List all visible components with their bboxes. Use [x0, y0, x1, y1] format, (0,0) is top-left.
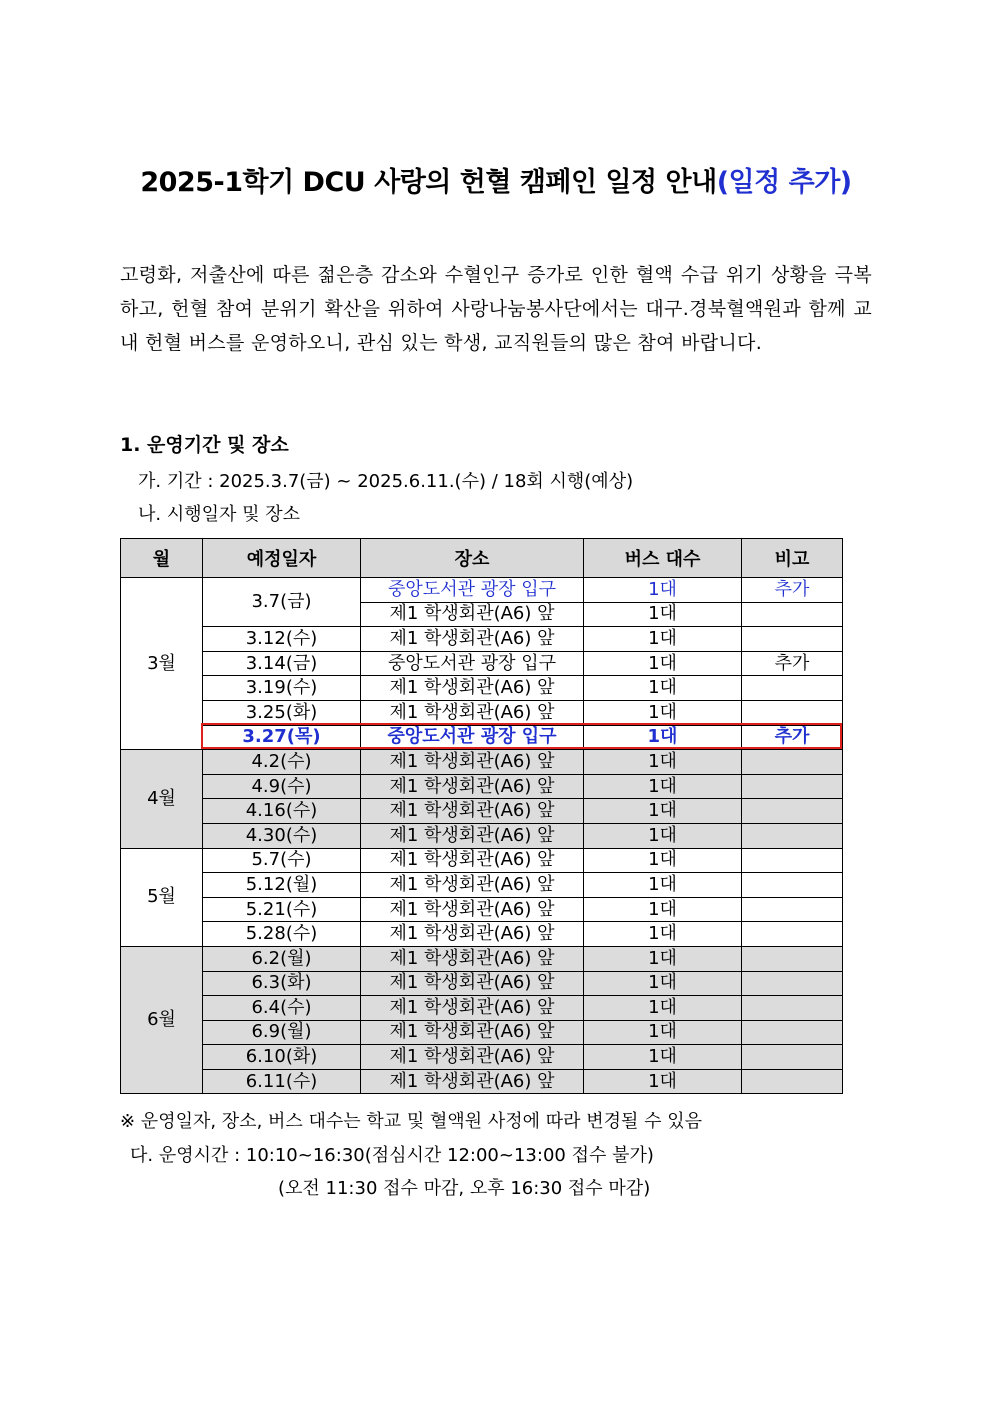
note-cell: 추가	[742, 578, 843, 603]
bus-cell: 1대	[584, 1045, 742, 1070]
table-row	[121, 676, 843, 701]
place-cell: 제1 학생회관(A6) 앞	[361, 799, 584, 824]
place-cell: 제1 학생회관(A6) 앞	[361, 1045, 584, 1070]
title-main: 2025-1학기 DCU 사랑의 헌혈 캠페인 일정 안내	[140, 167, 717, 198]
place-cell: 제1 학생회관(A6) 앞	[361, 897, 584, 922]
header-month: 월	[121, 539, 203, 578]
table-row	[121, 627, 843, 652]
place-cell: 중앙도서관 광장 입구	[361, 651, 584, 676]
place-cell: 제1 학생회관(A6) 앞	[361, 602, 584, 627]
operating-hours-deadline: (오전 11:30 접수 마감, 오후 16:30 접수 마감)	[278, 1178, 651, 1199]
table-row	[121, 971, 843, 996]
date-cell: 3.19(수)	[203, 676, 361, 701]
date-cell: 4.30(수)	[203, 823, 361, 848]
header-date: 예정일자	[203, 539, 361, 578]
bus-cell: 1대	[584, 774, 742, 799]
place-cell: 제1 학생회관(A6) 앞	[361, 971, 584, 996]
bus-cell: 1대	[584, 725, 742, 750]
note-cell	[742, 774, 843, 799]
table-row	[121, 1045, 843, 1070]
table-header-row	[121, 539, 843, 578]
bus-cell: 1대	[584, 676, 742, 701]
note-cell	[742, 1045, 843, 1070]
schedule-label: 나. 시행일자 및 장소	[138, 504, 300, 525]
note-cell	[742, 1020, 843, 1045]
table-row	[121, 823, 843, 848]
header-bus: 버스 대수	[584, 539, 742, 578]
date-cell: 3.25(화)	[203, 700, 361, 725]
place-cell: 중앙도서관 광장 입구	[361, 578, 584, 603]
table-row	[121, 700, 843, 725]
month-cell: 3월	[121, 578, 203, 750]
date-cell: 3.7(금)	[203, 578, 361, 627]
note-cell: 추가	[742, 725, 843, 750]
table-row	[121, 848, 843, 873]
date-cell: 3.27(목)	[203, 725, 361, 750]
note-cell	[742, 946, 843, 971]
bus-cell: 1대	[584, 996, 742, 1021]
table-row	[121, 799, 843, 824]
table-row	[121, 578, 843, 603]
note-cell	[742, 897, 843, 922]
date-cell: 6.2(월)	[203, 946, 361, 971]
header-place: 장소	[361, 539, 584, 578]
table-row	[121, 1020, 843, 1045]
note-cell	[742, 922, 843, 947]
note-cell	[742, 971, 843, 996]
place-cell: 제1 학생회관(A6) 앞	[361, 922, 584, 947]
bus-cell: 1대	[584, 1020, 742, 1045]
note-cell	[742, 602, 843, 627]
note-cell	[742, 873, 843, 898]
table-row	[121, 651, 843, 676]
month-cell: 4월	[121, 750, 203, 848]
table-row	[121, 946, 843, 971]
date-cell: 6.3(화)	[203, 971, 361, 996]
date-cell: 5.7(수)	[203, 848, 361, 873]
table-row	[121, 750, 843, 775]
bus-cell: 1대	[584, 1069, 742, 1094]
bus-cell: 1대	[584, 873, 742, 898]
table-row	[121, 873, 843, 898]
place-cell: 제1 학생회관(A6) 앞	[361, 946, 584, 971]
month-cell: 6월	[121, 946, 203, 1094]
note-cell	[742, 823, 843, 848]
place-cell: 제1 학생회관(A6) 앞	[361, 1020, 584, 1045]
bus-cell: 1대	[584, 750, 742, 775]
date-cell: 6.11(수)	[203, 1069, 361, 1094]
footnote: ※ 운영일자, 장소, 버스 대수는 학교 및 혈액원 사정에 따라 변경될 수 있음	[120, 1111, 703, 1132]
bus-cell: 1대	[584, 700, 742, 725]
table-row	[121, 897, 843, 922]
bus-cell: 1대	[584, 848, 742, 873]
table-row	[121, 1069, 843, 1094]
bus-cell: 1대	[584, 823, 742, 848]
note-cell	[742, 700, 843, 725]
note-cell: 추가	[742, 651, 843, 676]
intro-paragraph: 고령화, 저출산에 따른 젊은층 감소와 수혈인구 증가로 인한 혈액 수급 위기 상황을 극복하고, 헌혈 참여 분위기 확산을 위하여 사랑나눔봉사단에서는 대구.경북혈액원과 함께 교내 헌혈 버스를 운영하오니, 관심 있는 학생, 교직원들의 많은 참여 바랍니다.	[120, 264, 872, 354]
note-cell	[742, 848, 843, 873]
place-cell: 제1 학생회관(A6) 앞	[361, 676, 584, 701]
date-cell: 6.4(수)	[203, 996, 361, 1021]
place-cell: 중앙도서관 광장 입구	[361, 725, 584, 750]
bus-cell: 1대	[584, 578, 742, 603]
date-cell: 3.12(수)	[203, 627, 361, 652]
date-cell: 4.9(수)	[203, 774, 361, 799]
table-row-highlighted	[121, 725, 843, 750]
bus-cell: 1대	[584, 971, 742, 996]
place-cell: 제1 학생회관(A6) 앞	[361, 700, 584, 725]
place-cell: 제1 학생회관(A6) 앞	[361, 1069, 584, 1094]
place-cell: 제1 학생회관(A6) 앞	[361, 750, 584, 775]
place-cell: 제1 학생회관(A6) 앞	[361, 774, 584, 799]
schedule-table	[120, 538, 843, 1094]
date-cell: 5.28(수)	[203, 922, 361, 947]
page-title	[0, 160, 992, 199]
date-cell: 6.9(월)	[203, 1020, 361, 1045]
month-cell: 5월	[121, 848, 203, 946]
place-cell: 제1 학생회관(A6) 앞	[361, 996, 584, 1021]
bus-cell: 1대	[584, 627, 742, 652]
table-row	[121, 774, 843, 799]
bus-cell: 1대	[584, 602, 742, 627]
note-cell	[742, 750, 843, 775]
bus-cell: 1대	[584, 922, 742, 947]
note-cell	[742, 1069, 843, 1094]
bus-cell: 1대	[584, 897, 742, 922]
operation-period: 가. 기간 : 2025.3.7(금) ~ 2025.6.11.(수) / 18회 시행(예상)	[138, 471, 634, 492]
bus-cell: 1대	[584, 946, 742, 971]
place-cell: 제1 학생회관(A6) 앞	[361, 823, 584, 848]
table-row	[121, 996, 843, 1021]
date-cell: 3.14(금)	[203, 651, 361, 676]
header-note: 비고	[742, 539, 843, 578]
date-cell: 4.16(수)	[203, 799, 361, 824]
date-cell: 6.10(화)	[203, 1045, 361, 1070]
date-cell: 4.2(수)	[203, 750, 361, 775]
place-cell: 제1 학생회관(A6) 앞	[361, 627, 584, 652]
operating-hours: 다. 운영시간 : 10:10~16:30(점심시간 12:00~13:00 접수 불가)	[130, 1145, 654, 1166]
note-cell	[742, 996, 843, 1021]
note-cell	[742, 799, 843, 824]
title-accent: (일정 추가)	[716, 167, 852, 198]
table-row	[121, 922, 843, 947]
bus-cell: 1대	[584, 651, 742, 676]
section-heading: 1. 운영기간 및 장소	[120, 434, 289, 456]
place-cell: 제1 학생회관(A6) 앞	[361, 848, 584, 873]
date-cell: 5.12(월)	[203, 873, 361, 898]
place-cell: 제1 학생회관(A6) 앞	[361, 873, 584, 898]
note-cell	[742, 627, 843, 652]
note-cell	[742, 676, 843, 701]
bus-cell: 1대	[584, 799, 742, 824]
date-cell: 5.21(수)	[203, 897, 361, 922]
